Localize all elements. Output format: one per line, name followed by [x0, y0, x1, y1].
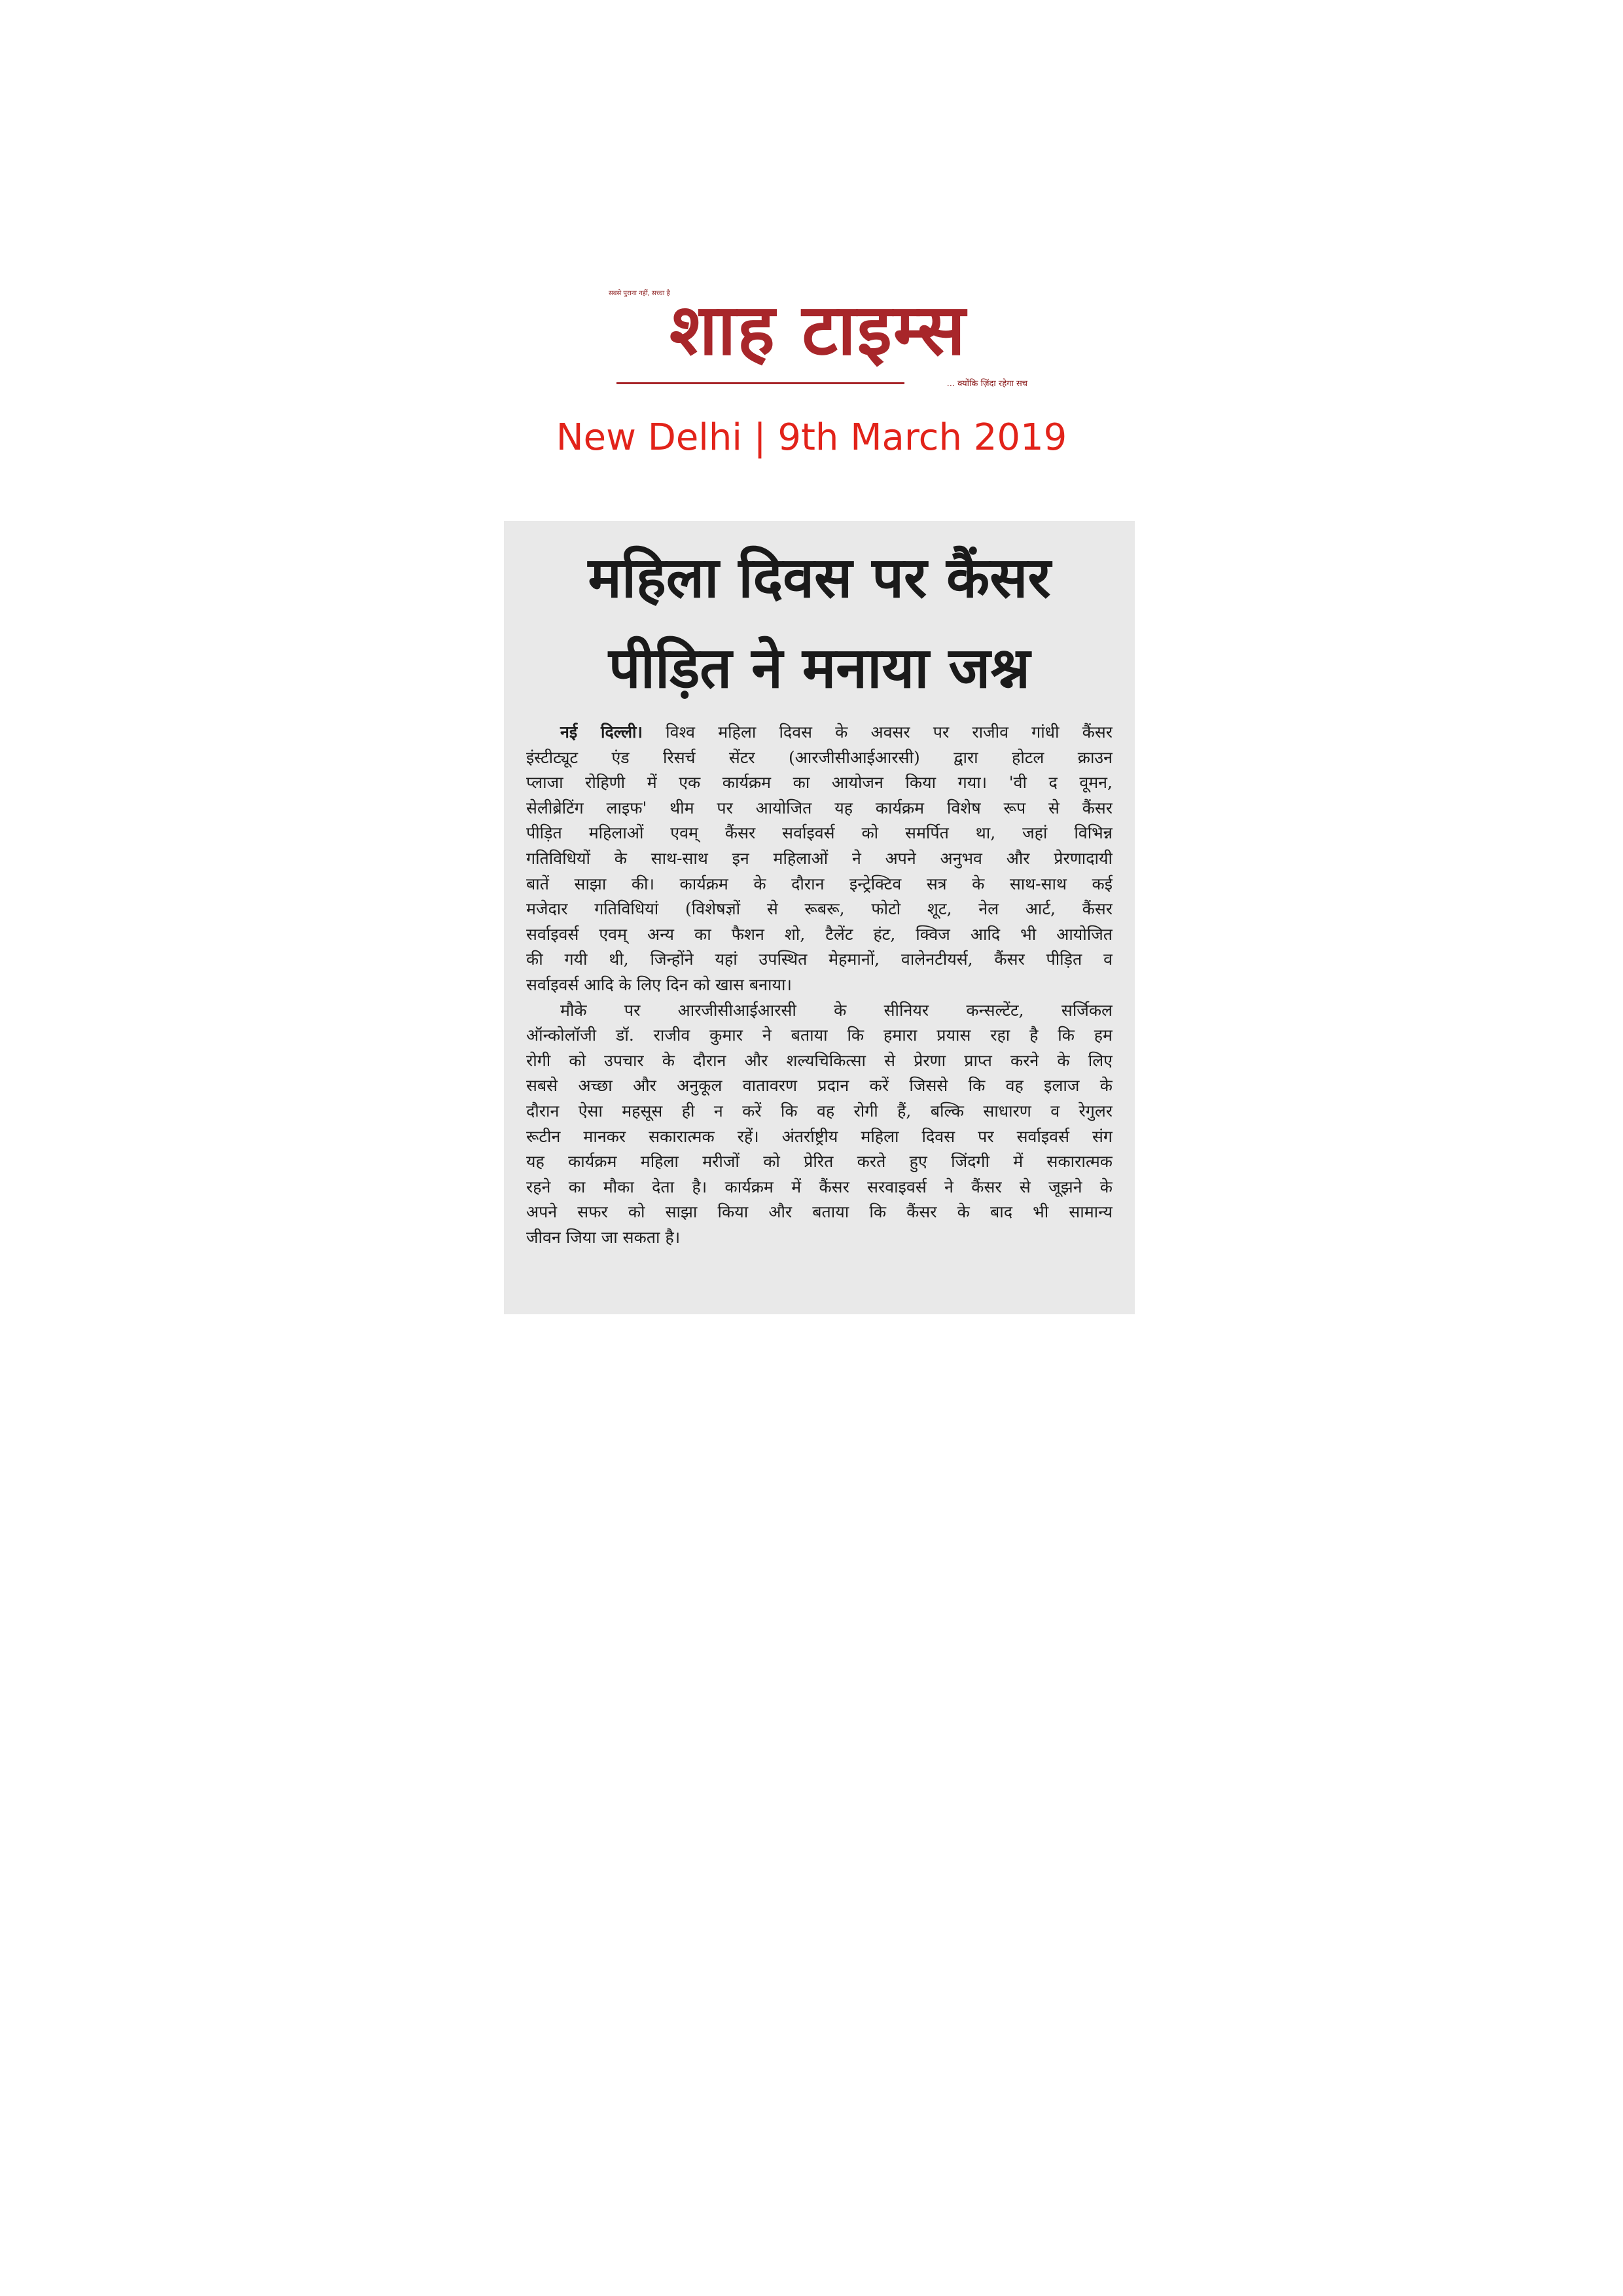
article-line: प्लाजा रोहिणी में एक कार्यक्रम का आयोजन किया गया। 'वी द वूमन, [526, 773, 1113, 793]
article-line: मजेदार गतिविधियां (विशेषज्ञों से रूबरू, फोटो शूट, नेल आर्ट, कैंसर [526, 899, 1113, 919]
article-line: इंस्टीट्यूट एंड रिसर्च सेंटर (आरजीसीआईआरसी) द्वारा होटल क्राउन [526, 747, 1113, 767]
newspaper-clipping [504, 521, 1135, 1314]
article-line: सबसे अच्छा और अनुकूल वातावरण प्रदान करें जिससे कि वह इलाज के [526, 1076, 1113, 1096]
article-line: रूटीन मानकर सकारात्मक रहें। अंतर्राष्ट्रीय महिला दिवस पर सर्वाइवर्स संग [526, 1126, 1113, 1146]
headline-line-1: महिला दिवस पर कैंसर [588, 545, 1051, 611]
headline-line-2: पीड़ित ने मनाया जश्न [608, 636, 1031, 701]
newspaper-logo: शाह टाइम्स [669, 289, 967, 371]
article-line: अपने सफर को साझा किया और बताया कि कैंसर के बाद भी सामान्य [526, 1202, 1113, 1222]
article-line: बातें साझा की। कार्यक्रम के दौरान इन्ट्रेक्टिव सत्र के साथ-साथ कई [526, 874, 1113, 893]
place-name: नई दिल्ली। [560, 723, 643, 742]
masthead-tagline-bottom: ... क्योंकि ज़िंदा रहेगा सच [946, 379, 1027, 389]
article-line: पीड़ित महिलाओं एवम् कैंसर सर्वाइवर्स को समर्पित था, जहां विभिन्न [526, 823, 1113, 843]
article-line: रोगी को उपचार के दौरान और शल्यचिकित्सा से प्रेरणा प्राप्त करने के लिए [526, 1050, 1113, 1070]
article-line: जीवन जिया जा सकता है। [526, 1227, 681, 1247]
article-line: दौरान ऐसा महसूस ही न करें कि वह रोगी हैं, बल्कि साधारण व रेगुलर [526, 1101, 1113, 1121]
article-line: सर्वाइवर्स एवम् अन्य का फैशन शो, टैलेंट हंट, क्विज आदि भी आयोजित [526, 924, 1113, 944]
masthead-rule [616, 382, 904, 384]
article-line: यह कार्यक्रम महिला मरीजों को प्रेरित करते हुए जिंदगी में सकारात्मक [526, 1152, 1113, 1172]
article-body [526, 720, 1113, 1250]
masthead-tagline-top: सबसे पुराना नहीं, सच्चा है [609, 290, 670, 297]
dateline: New Delhi | 9th March 2019 [556, 416, 1067, 459]
article-line: मौके पर आरजीसीआईआरसी के सीनियर कन्सल्टेंट, सर्जिकल [560, 1000, 1113, 1020]
article-line: सर्वाइवर्स आदि के लिए दिन को खास बनाया। [526, 975, 792, 994]
article-line: रहने का मौका देता है। कार्यक्रम में कैंसर सरवाइवर्स ने कैंसर से जूझने के [526, 1177, 1113, 1196]
article-line [526, 720, 1113, 745]
article-line: सेलीब्रेटिंग लाइफ' थीम पर आयोजित यह कार्यक्रम विशेष रूप से कैंसर [526, 798, 1113, 817]
article-line-text: विश्व महिला दिवस के अवसर पर राजीव गांधी कैंसर [666, 723, 1113, 742]
article-line: ऑन्कोलॉजी डॉ. राजीव कुमार ने बताया कि हमारा प्रयास रहा है कि हम [526, 1026, 1113, 1045]
article-line: गतिविधियों के साथ-साथ इन महिलाओं ने अपने अनुभव और प्रेरणादायी [526, 848, 1113, 868]
newspaper-masthead [609, 288, 1027, 393]
article-line: की गयी थी, जिन्होंने यहां उपस्थित मेहमानों, वालेनटीयर्स, कैंसर पीड़ित व [526, 950, 1113, 969]
